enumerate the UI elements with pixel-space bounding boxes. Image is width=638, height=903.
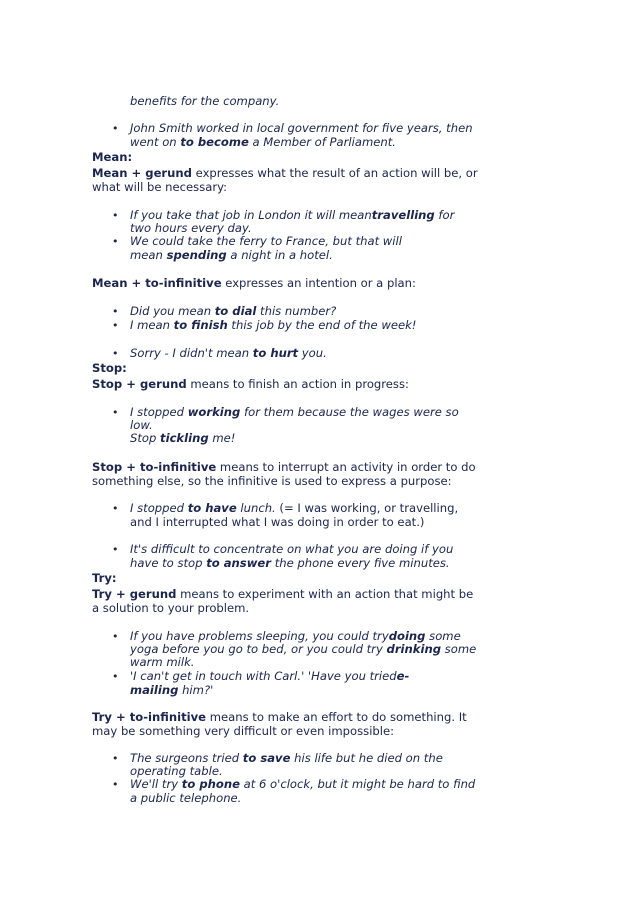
bullet: •: [112, 670, 119, 683]
section-heading-try: Try:: [92, 571, 117, 585]
paragraph-line: may be something very difficult or even impossible:: [92, 724, 395, 738]
text-run: I stopped: [130, 501, 188, 515]
text-run: Did you mean: [130, 304, 215, 318]
bold-term: e-: [396, 669, 410, 683]
bold-term: spending: [166, 248, 227, 262]
list-item-text: low.: [130, 418, 153, 432]
list-item-text: [130, 432, 235, 445]
section-heading-mean: Mean:: [92, 150, 133, 164]
paragraph: [92, 167, 478, 180]
bold-term: tickling: [160, 431, 209, 445]
text-run: means to make an effort to do something. It: [206, 710, 467, 724]
text-run: yoga before you go to bed, or you could try: [130, 642, 387, 656]
paragraph-line: a solution to your problem.: [92, 601, 250, 615]
list-item-text: [130, 319, 416, 332]
bold-term: mailing: [130, 683, 179, 697]
text-run: a night in a hotel.: [226, 248, 333, 262]
text-run: means to experiment with an action that might be: [176, 587, 474, 601]
list-item-text: [130, 305, 336, 318]
text-run: for them because the wages were so: [240, 405, 459, 419]
text-run: have to stop: [130, 556, 207, 570]
text-run: mean: [130, 248, 167, 262]
list-item-text: [130, 684, 213, 697]
bullet: •: [112, 235, 119, 248]
text-run: The surgeons tried: [130, 751, 243, 765]
list-item-text: and I interrupted what I was doing in order to eat.): [130, 515, 425, 529]
text-run: If you have problems sleeping, you could try: [130, 629, 389, 643]
bullet: •: [112, 209, 119, 222]
list-item-text: [130, 502, 458, 515]
bold-term: to dial: [214, 304, 257, 318]
bullet: •: [112, 543, 119, 556]
bullet: •: [112, 630, 119, 643]
list-item-text: [130, 557, 450, 570]
text-run: Stop: [130, 431, 161, 445]
bold-term: to phone: [181, 777, 240, 791]
text-run: (= I was working, or travelling,: [275, 501, 459, 515]
rule-term: Try + gerund: [92, 587, 177, 601]
list-item-text: [130, 778, 475, 791]
rule-term: Stop + gerund: [92, 377, 187, 391]
text-run: the phone every five minutes.: [271, 556, 450, 570]
bold-term: to hurt: [252, 346, 299, 360]
paragraph: [92, 588, 473, 601]
text-run: We'll try: [130, 777, 182, 791]
text-run: I stopped: [130, 405, 188, 419]
paragraph: [92, 461, 476, 474]
text-run: at 6 o'clock, but it might be hard to find: [239, 777, 476, 791]
paragraph: [92, 378, 409, 391]
list-item-text: It's difficult to concentrate on what you are doing if you: [130, 542, 454, 556]
text-run: expresses what the result of an action will be, or: [191, 166, 478, 180]
bold-term: to save: [242, 751, 291, 765]
text-run: you.: [298, 346, 327, 360]
list-item-text: John Smith worked in local government for five years, then: [130, 121, 473, 135]
bullet: •: [112, 347, 119, 360]
bold-term: to answer: [206, 556, 272, 570]
paragraph-line: something else, so the infinitive is used to express a purpose:: [92, 474, 452, 488]
paragraph: [92, 711, 467, 724]
paragraph: [92, 277, 416, 290]
list-item-text: [130, 347, 327, 360]
bold-term: to finish: [173, 318, 228, 332]
text-run: lunch.: [236, 501, 276, 515]
text-run: some: [441, 642, 477, 656]
bullet: •: [112, 752, 119, 765]
text-run: means to finish an action in progress:: [186, 377, 409, 391]
rule-term: Mean + to-infinitive: [92, 276, 222, 290]
bullet: •: [112, 305, 119, 318]
list-item-text: operating table.: [130, 764, 223, 778]
bold-term: working: [187, 405, 241, 419]
list-item-continuation: benefits for the company.: [130, 94, 280, 108]
rule-term: Try + to-infinitive: [92, 710, 207, 724]
text-run: 'I can't get in touch with Carl.' 'Have you tried: [130, 669, 397, 683]
rule-term: Mean + gerund: [92, 166, 192, 180]
text-run: me!: [208, 431, 236, 445]
text-run: him?': [178, 683, 214, 697]
text-run: I mean: [130, 318, 174, 332]
bold-term: to have: [187, 501, 237, 515]
list-item-text: [130, 249, 333, 262]
text-run: If you take that job in London it will mean: [130, 208, 372, 222]
text-run: Sorry - I didn't mean: [130, 346, 253, 360]
text-run: a Member of Parliament.: [248, 135, 396, 149]
list-item-text: warm milk.: [130, 655, 195, 669]
bullet: •: [112, 406, 119, 419]
bullet: •: [112, 319, 119, 332]
list-item-text: two hours every day.: [130, 221, 252, 235]
text-run: for: [434, 208, 455, 222]
text-run: means to interrupt an activity in order to do: [216, 460, 476, 474]
text-run: expresses an intention or a plan:: [221, 276, 416, 290]
list-item-text: a public telephone.: [130, 791, 242, 805]
bullet: •: [112, 502, 119, 515]
bullet: •: [112, 122, 119, 135]
bold-term: drinking: [386, 642, 441, 656]
section-heading-stop: Stop:: [92, 361, 127, 375]
text-run: this number?: [256, 304, 337, 318]
bold-term: to become: [180, 135, 249, 149]
text-run: went on: [130, 135, 181, 149]
list-item-text: [130, 136, 396, 149]
rule-term: Stop + to-infinitive: [92, 460, 217, 474]
list-item-text: [130, 670, 409, 683]
bold-term: travelling: [371, 208, 435, 222]
list-item-text: We could take the ferry to France, but that will: [130, 234, 402, 248]
list-item-text: [130, 406, 459, 419]
text-run: this job by the end of the week!: [227, 318, 417, 332]
bullet: •: [112, 778, 119, 791]
paragraph-line: what will be necessary:: [92, 180, 228, 194]
bold-term: doing: [388, 629, 426, 643]
text-run: his life but he died on the: [290, 751, 443, 765]
text-run: some: [425, 629, 461, 643]
